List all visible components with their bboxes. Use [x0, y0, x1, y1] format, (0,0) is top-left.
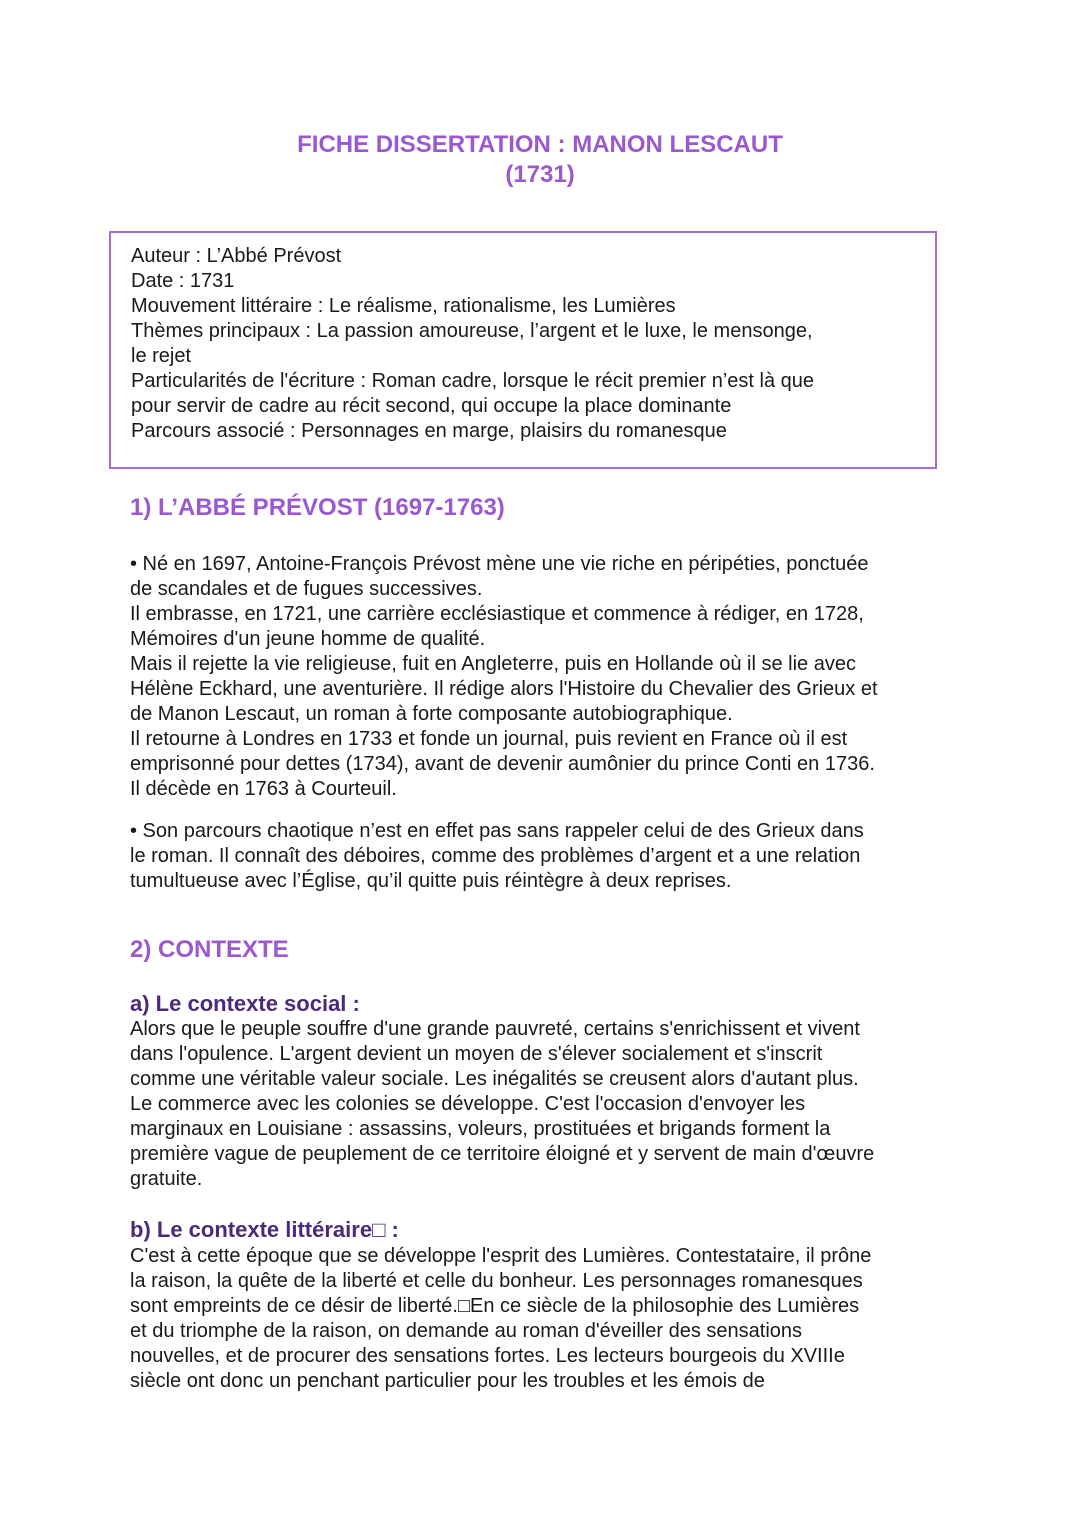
paragraph-parcours	[130, 819, 950, 894]
info-author: Auteur : L’Abbé Prévost	[131, 245, 342, 267]
text-line: Mémoires d'un jeune homme de qualité.	[130, 628, 486, 650]
text-line: Mais il rejette la vie religieuse, fuit en Angleterre, puis en Hollande où il se lie avec	[130, 653, 856, 675]
text-line: gratuite.	[130, 1168, 203, 1190]
section-heading-prevost: 1) L’ABBÉ PRÉVOST (1697-1763)	[130, 494, 505, 521]
subheading-contexte-social: a) Le contexte social :	[130, 991, 360, 1016]
text-line: marginaux en Louisiane : assassins, voleurs, prostituées et brigands forment la	[130, 1118, 831, 1140]
info-themes: Thèmes principaux : La passion amoureuse, l’argent et le luxe, le mensonge,	[131, 320, 813, 342]
text-line: Il embrasse, en 1721, une carrière ecclésiastique et commence à rédiger, en 1728,	[130, 603, 864, 625]
info-parcours: Parcours associé : Personnages en marge, plaisirs du romanesque	[131, 420, 727, 442]
text-line: Le commerce avec les colonies se développe. C'est l'occasion d'envoyer les	[130, 1093, 806, 1115]
info-writing: Particularités de l'écriture : Roman cadre, lorsque le récit premier n’est là que	[131, 370, 815, 392]
text-line: emprisonné pour dettes (1734), avant de devenir aumônier du prince Conti en 1736.	[130, 753, 875, 775]
text-line: première vague de peuplement de ce territoire éloigné et y servent de main d'œuvre	[130, 1143, 875, 1165]
title-line-2: (1731)	[505, 161, 575, 188]
text-line: Hélène Eckhard, une aventurière. Il rédige alors l'Histoire du Chevalier des Grieux et	[130, 678, 878, 700]
text-line: la raison, la quête de la liberté et celle du bonheur. Les personnages romanesques	[130, 1270, 863, 1292]
text-line: • Né en 1697, Antoine-François Prévost mène une vie riche en péripéties, ponctuée	[130, 553, 869, 575]
text-line: sont empreints de ce désir de liberté.□En ce siècle de la philosophie des Lumières	[130, 1295, 860, 1317]
text-line: de Manon Lescaut, un roman à forte composante autobiographique.	[130, 703, 733, 725]
paragraph-biography	[130, 552, 950, 802]
info-movement: Mouvement littéraire : Le réalisme, rationalisme, les Lumières	[131, 295, 676, 317]
info-date: Date : 1731	[131, 270, 235, 292]
text-line: le roman. Il connaît des déboires, comme des problèmes d’argent et a une relation	[130, 845, 861, 867]
text-line: Il retourne à Londres en 1733 et fonde un journal, puis revient en France où il est	[130, 728, 848, 750]
text-line: • Son parcours chaotique n’est en effet pas sans rappeler celui de des Grieux dans	[130, 820, 864, 842]
text-line: Alors que le peuple souffre d'une grande pauvreté, certains s'enrichissent et vivent	[130, 1018, 860, 1040]
subheading-contexte-litteraire: b) Le contexte littéraire□ :	[130, 1217, 399, 1242]
title-line-1: FICHE DISSERTATION : MANON LESCAUT	[297, 131, 783, 158]
summary-box	[109, 231, 937, 469]
text-line: dans l'opulence. L'argent devient un moyen de s'élever socialement et s'inscrit	[130, 1043, 823, 1065]
document-title	[0, 130, 1080, 190]
text-line: C'est à cette époque que se développe l'esprit des Lumières. Contestataire, il prône	[130, 1245, 872, 1267]
text-line: Il décède en 1763 à Courteuil.	[130, 778, 397, 800]
info-themes-cont: le rejet	[131, 345, 192, 367]
text-line: comme une véritable valeur sociale. Les inégalités se creusent alors d'autant plus.	[130, 1068, 859, 1090]
text-line: et du triomphe de la raison, on demande au roman d'éveiller des sensations	[130, 1320, 803, 1342]
info-writing-cont: pour servir de cadre au récit second, qui occupe la place dominante	[131, 395, 732, 417]
text-line: nouvelles, et de procurer des sensations fortes. Les lecteurs bourgeois du XVIIIe	[130, 1345, 845, 1367]
text-line: de scandales et de fugues successives.	[130, 578, 483, 600]
text-line: tumultueuse avec l’Église, qu’il quitte puis réintègre à deux reprises.	[130, 870, 732, 892]
text-line: siècle ont donc un penchant particulier pour les troubles et les émois de	[130, 1370, 765, 1392]
paragraph-contexte-social	[130, 1017, 950, 1192]
section-heading-contexte: 2) CONTEXTE	[130, 936, 289, 963]
paragraph-contexte-litteraire	[130, 1244, 950, 1394]
